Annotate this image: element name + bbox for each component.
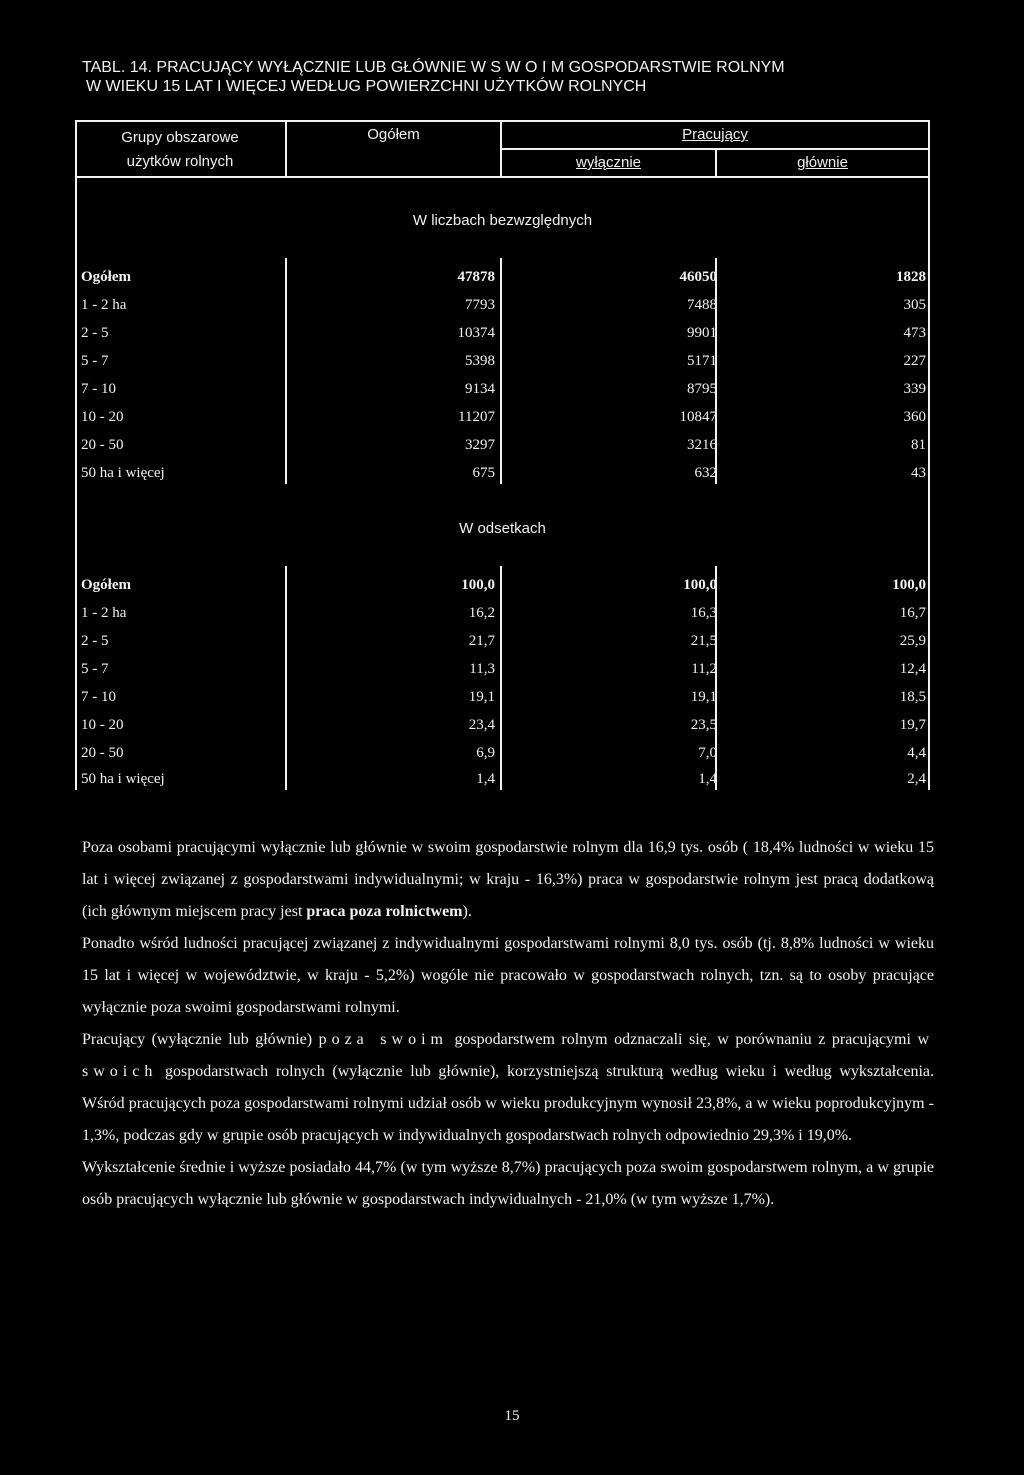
table-row xyxy=(75,684,930,710)
row-total: 11207 xyxy=(458,409,495,425)
table-title-line-2: W WIEKU 15 LAT I WIĘCEJ WEDŁUG POWIERZCHNI UŻYTKÓW ROLNYCH xyxy=(86,78,647,95)
row-total: 3297 xyxy=(465,437,495,453)
row-group: 1 - 2 ha xyxy=(81,297,127,313)
row-main: 360 xyxy=(903,409,926,425)
row-total: 5398 xyxy=(465,353,495,369)
row-main: 19,7 xyxy=(899,717,926,733)
paragraph-1-end: ). xyxy=(462,903,472,920)
paragraph-3-text-c: gospodarstwach rolnych (wyłącznie lub głównie), korzystniejszą strukturą według wieku i według wykształcenia. Wśród pracujących poza gospodarstwami rolnymi udział osób w wieku produkcyjnym wynosił 23,8%, a w wieku poprodukcyjnym - 1,3%, podczas gdy w grupie osób pracujących w indywidualnych gospodarstwach rolnych odpowiednio 29,3% i 19,0%. xyxy=(82,1063,934,1144)
table-top-border xyxy=(75,120,930,122)
row-group: 10 - 20 xyxy=(81,409,124,425)
row-group: Ogółem xyxy=(81,577,131,593)
header-main: głównie xyxy=(797,154,848,171)
table-row xyxy=(75,628,930,654)
table-row xyxy=(75,376,930,402)
row-exclusive: 5171 xyxy=(687,353,717,369)
paragraph-2: Ponadto wśród ludności pracującej związanej z indywidualnymi gospodarstwami rolnymi 8,0 tys. osób (tj. 8,8% ludności w wieku 15 lat i więcej w województwie, w kraju - 5,2%) wogóle nie pracowało w gospodarstwach rolnych, tzn. są to osoby pracujące wyłącznie poza swoimi gospodarstwami rolnymi. xyxy=(82,935,934,1016)
table-row xyxy=(75,600,930,626)
row-main: 227 xyxy=(903,353,926,369)
row-group: 7 - 10 xyxy=(81,381,116,397)
row-total: 11,3 xyxy=(469,661,495,677)
row-total: 21,7 xyxy=(468,633,495,649)
header-exclusive: wyłącznie xyxy=(575,154,642,171)
paragraph-3-spaced-1: poza swoim xyxy=(318,1031,448,1048)
paragraph-4: Wykształcenie średnie i wyższe posiadało 44,7% (w tym wyższe 8,7%) pracujących poza swoim gospodarstwem rolnym, a w grupie osób pracujących wyłącznie lub głównie w gospodarstwach indywidualnych - 21,0% (w tym wyższe 1,7%). xyxy=(82,1159,934,1208)
table-row xyxy=(75,432,930,458)
row-main: 18,5 xyxy=(899,689,926,705)
row-total: 6,9 xyxy=(476,745,495,761)
row-exclusive: 46050 xyxy=(679,269,717,285)
row-total: 10374 xyxy=(457,325,495,341)
row-main: 81 xyxy=(911,437,926,453)
row-exclusive: 1,4 xyxy=(698,771,717,787)
row-exclusive: 10847 xyxy=(679,409,717,425)
table-row xyxy=(75,712,930,738)
row-exclusive: 8795 xyxy=(687,381,717,397)
table-row xyxy=(75,740,930,766)
row-group: 2 - 5 xyxy=(81,633,109,649)
row-main: 339 xyxy=(903,381,926,397)
page-number: 15 xyxy=(504,1408,520,1424)
paragraph-1 xyxy=(82,832,934,928)
header-groups-line-1: Grupy obszarowe xyxy=(121,129,239,146)
row-group: Ogółem xyxy=(81,269,131,285)
paragraph-1-text: Poza osobami pracującymi wyłącznie lub głównie w swoim gospodarstwie rolnym dla 16,9 tys. osób ( 18,4% ludności w wieku 15 lat i więcej związanej z gospodarstwami indywidualnymi; w kraju - 16,3%) praca w gospodarstwie rolnym jest pracą dodatkową (ich głównym miejscem pracy jest xyxy=(82,839,934,920)
paragraph-3-spaced-2: w swoich xyxy=(82,1031,934,1080)
table-row xyxy=(75,320,930,346)
row-group: 20 - 50 xyxy=(81,745,124,761)
row-total: 16,2 xyxy=(468,605,495,621)
paragraph-1-emphasis: praca poza rolnictwem xyxy=(306,903,463,920)
row-total: 47878 xyxy=(457,269,495,285)
row-exclusive: 9901 xyxy=(687,325,717,341)
row-group: 7 - 10 xyxy=(81,689,116,705)
row-main: 2,4 xyxy=(907,771,926,787)
row-main: 12,4 xyxy=(899,661,926,677)
row-total: 19,1 xyxy=(468,689,495,705)
row-exclusive: 3216 xyxy=(687,437,717,453)
body-text xyxy=(82,832,934,1216)
row-main: 473 xyxy=(903,325,926,341)
data-table xyxy=(75,120,930,790)
row-group: 2 - 5 xyxy=(81,325,109,341)
row-total: 9134 xyxy=(465,381,495,397)
table-row xyxy=(75,656,930,682)
row-main: 100,0 xyxy=(892,577,926,593)
table-title xyxy=(82,58,962,96)
table-row xyxy=(75,460,930,486)
row-group: 5 - 7 xyxy=(81,353,109,369)
row-group: 50 ha i więcej xyxy=(81,465,165,481)
table-row xyxy=(75,766,930,792)
header-working: Pracujący xyxy=(682,126,748,143)
header-total: Ogółem xyxy=(367,126,420,143)
row-exclusive: 7488 xyxy=(687,297,717,313)
table-row xyxy=(75,292,930,318)
table-row xyxy=(75,264,930,290)
row-exclusive: 100,0 xyxy=(683,577,717,593)
row-main: 305 xyxy=(903,297,926,313)
row-exclusive: 16,3 xyxy=(690,605,717,621)
section-label-absolute: W liczbach bezwzględnych xyxy=(412,212,593,229)
row-group: 10 - 20 xyxy=(81,717,124,733)
row-group: 20 - 50 xyxy=(81,437,124,453)
row-exclusive: 7,0 xyxy=(698,745,717,761)
row-total: 675 xyxy=(472,465,495,481)
header-bottom-border xyxy=(75,176,930,178)
section-label-percent: W odsetkach xyxy=(459,520,546,537)
row-main: 4,4 xyxy=(907,745,926,761)
paragraph-3-text-b: gospodarstwem rolnym odznaczali się, w porównaniu z pracującymi xyxy=(447,1031,918,1048)
table-row xyxy=(75,572,930,598)
row-total: 100,0 xyxy=(461,577,495,593)
row-group: 50 ha i więcej xyxy=(81,771,165,787)
row-exclusive: 632 xyxy=(694,465,717,481)
row-main: 16,7 xyxy=(899,605,926,621)
table-title-line-1: TABL. 14. PRACUJĄCY WYŁĄCZNIE LUB GŁÓWNIE W S W O I M GOSPODARSTWIE ROLNYM xyxy=(82,59,785,76)
row-main: 1828 xyxy=(896,269,926,285)
row-exclusive: 23,5 xyxy=(690,717,717,733)
row-exclusive: 21,5 xyxy=(690,633,717,649)
table-row xyxy=(75,404,930,430)
row-main: 25,9 xyxy=(899,633,926,649)
row-group: 1 - 2 ha xyxy=(81,605,127,621)
row-total: 23,4 xyxy=(468,717,495,733)
header-groups xyxy=(75,126,285,174)
header-groups-line-2: użytków rolnych xyxy=(126,153,234,170)
paragraph-3-text-a: Pracujący (wyłącznie lub głównie) xyxy=(82,1031,319,1048)
row-group: 5 - 7 xyxy=(81,661,109,677)
row-exclusive: 19,1 xyxy=(690,689,717,705)
row-total: 1,4 xyxy=(476,771,495,787)
row-main: 43 xyxy=(911,465,926,481)
row-total: 7793 xyxy=(465,297,495,313)
row-exclusive: 11,2 xyxy=(691,661,717,677)
table-row xyxy=(75,348,930,374)
paragraph-3 xyxy=(82,1024,934,1152)
